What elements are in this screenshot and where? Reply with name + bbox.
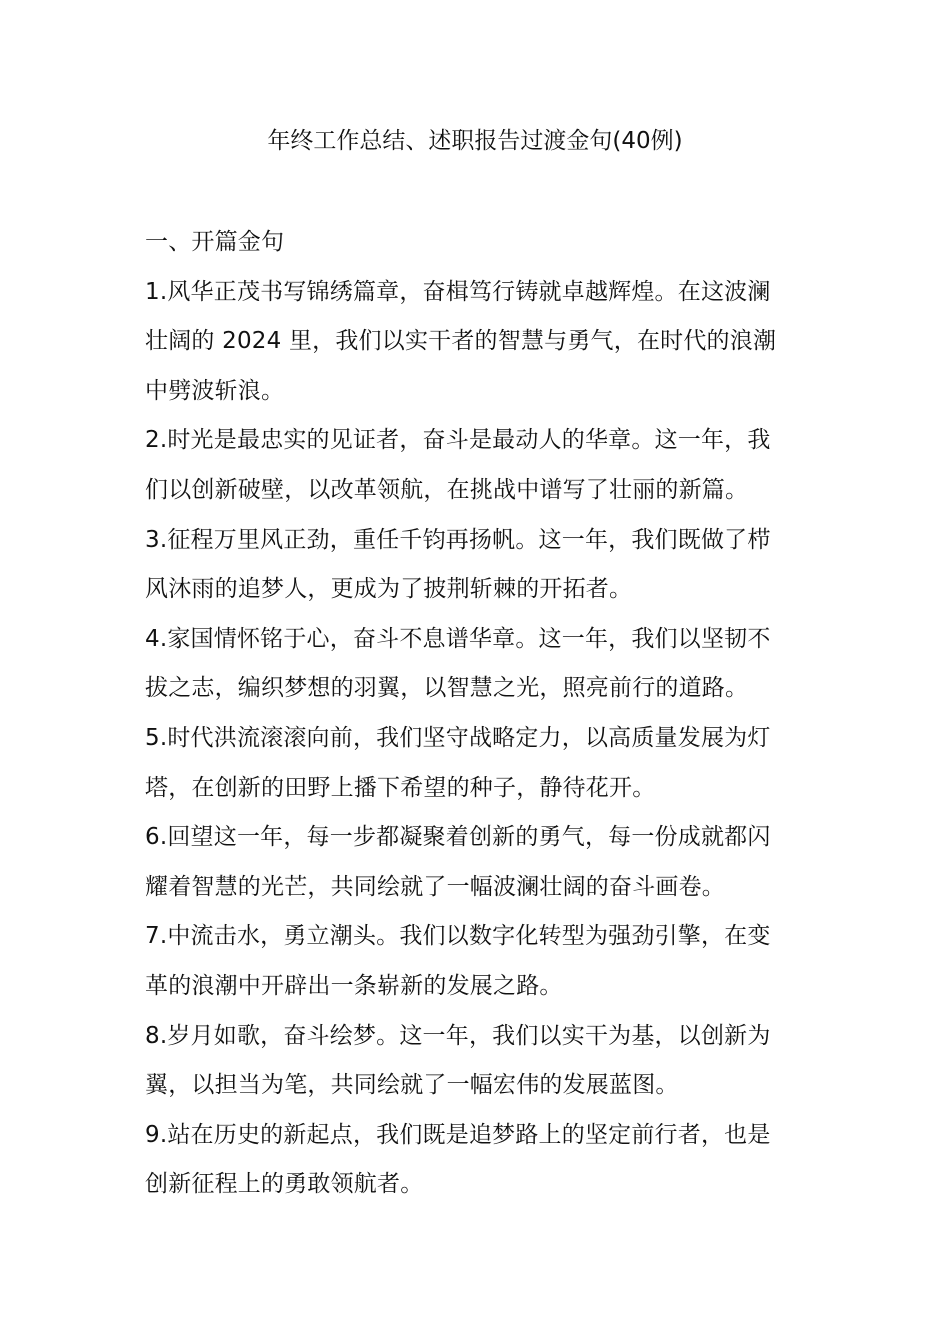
paragraph-line: 1.风华正茂书写锦绣篇章，奋楫笃行铸就卓越辉煌。在这波澜 xyxy=(145,278,771,305)
paragraph-line: 中劈波斩浪。 xyxy=(145,377,285,404)
paragraph-line: 8.岁月如歌，奋斗绘梦。这一年，我们以实干为基，以创新为 xyxy=(145,1022,771,1049)
document-body xyxy=(145,223,810,1215)
paragraph-line: 拔之志，编织梦想的羽翼，以智慧之光，照亮前行的道路。 xyxy=(145,675,749,702)
list-item-9 xyxy=(145,1116,810,1215)
paragraph-line: 6.回望这一年，每一步都凝聚着创新的勇气，每一份成就都闪 xyxy=(145,824,771,851)
paragraph-line: 风沐雨的追梦人，更成为了披荆斩棘的开拓者。 xyxy=(145,576,633,603)
list-item-7 xyxy=(145,917,810,1016)
section-heading: 一、开篇金句 xyxy=(145,229,285,255)
paragraph-line: 翼，以担当为笔，共同绘就了一幅宏伟的发展蓝图。 xyxy=(145,1072,679,1099)
list-item-3 xyxy=(145,521,810,620)
paragraph-line: 耀着智慧的光芒，共同绘就了一幅波澜壮阔的奋斗画卷。 xyxy=(145,873,725,900)
paragraph-line: 3.征程万里风正劲，重任千钧再扬帆。这一年，我们既做了栉 xyxy=(145,526,771,553)
paragraph-line: 9.站在历史的新起点，我们既是追梦路上的坚定前行者，也是 xyxy=(145,1121,771,1148)
paragraph-line: 4.家国情怀铭于心，奋斗不息谱华章。这一年，我们以坚韧不 xyxy=(145,625,771,652)
paragraph-line: 7.中流击水，勇立潮头。我们以数字化转型为强劲引擎，在变 xyxy=(145,923,771,950)
list-item-6 xyxy=(145,818,810,917)
paragraph-line: 革的浪潮中开辟出一条崭新的发展之路。 xyxy=(145,972,563,999)
paragraph-line: 5.时代洪流滚滚向前，我们坚守战略定力，以高质量发展为灯 xyxy=(145,724,771,751)
list-item-4 xyxy=(145,620,810,719)
paragraph-line: 们以创新破壁，以改革领航，在挑战中谱写了壮丽的新篇。 xyxy=(145,476,749,503)
paragraph-line: 塔，在创新的田野上播下希望的种子，静待花开。 xyxy=(145,774,656,801)
paragraph-line: 壮阔的 2024 里，我们以实干者的智慧与勇气，在时代的浪潮 xyxy=(145,328,777,355)
list-item-2 xyxy=(145,421,810,520)
paragraph-line: 2.时光是最忠实的见证者，奋斗是最动人的华章。这一年，我 xyxy=(145,427,771,454)
list-item-1 xyxy=(145,273,810,422)
list-item-8 xyxy=(145,1017,810,1116)
document-title: 年终工作总结、述职报告过渡金句(40例) xyxy=(267,128,683,154)
paragraph-line: 创新征程上的勇敢领航者。 xyxy=(145,1171,424,1198)
list-item-5 xyxy=(145,719,810,818)
